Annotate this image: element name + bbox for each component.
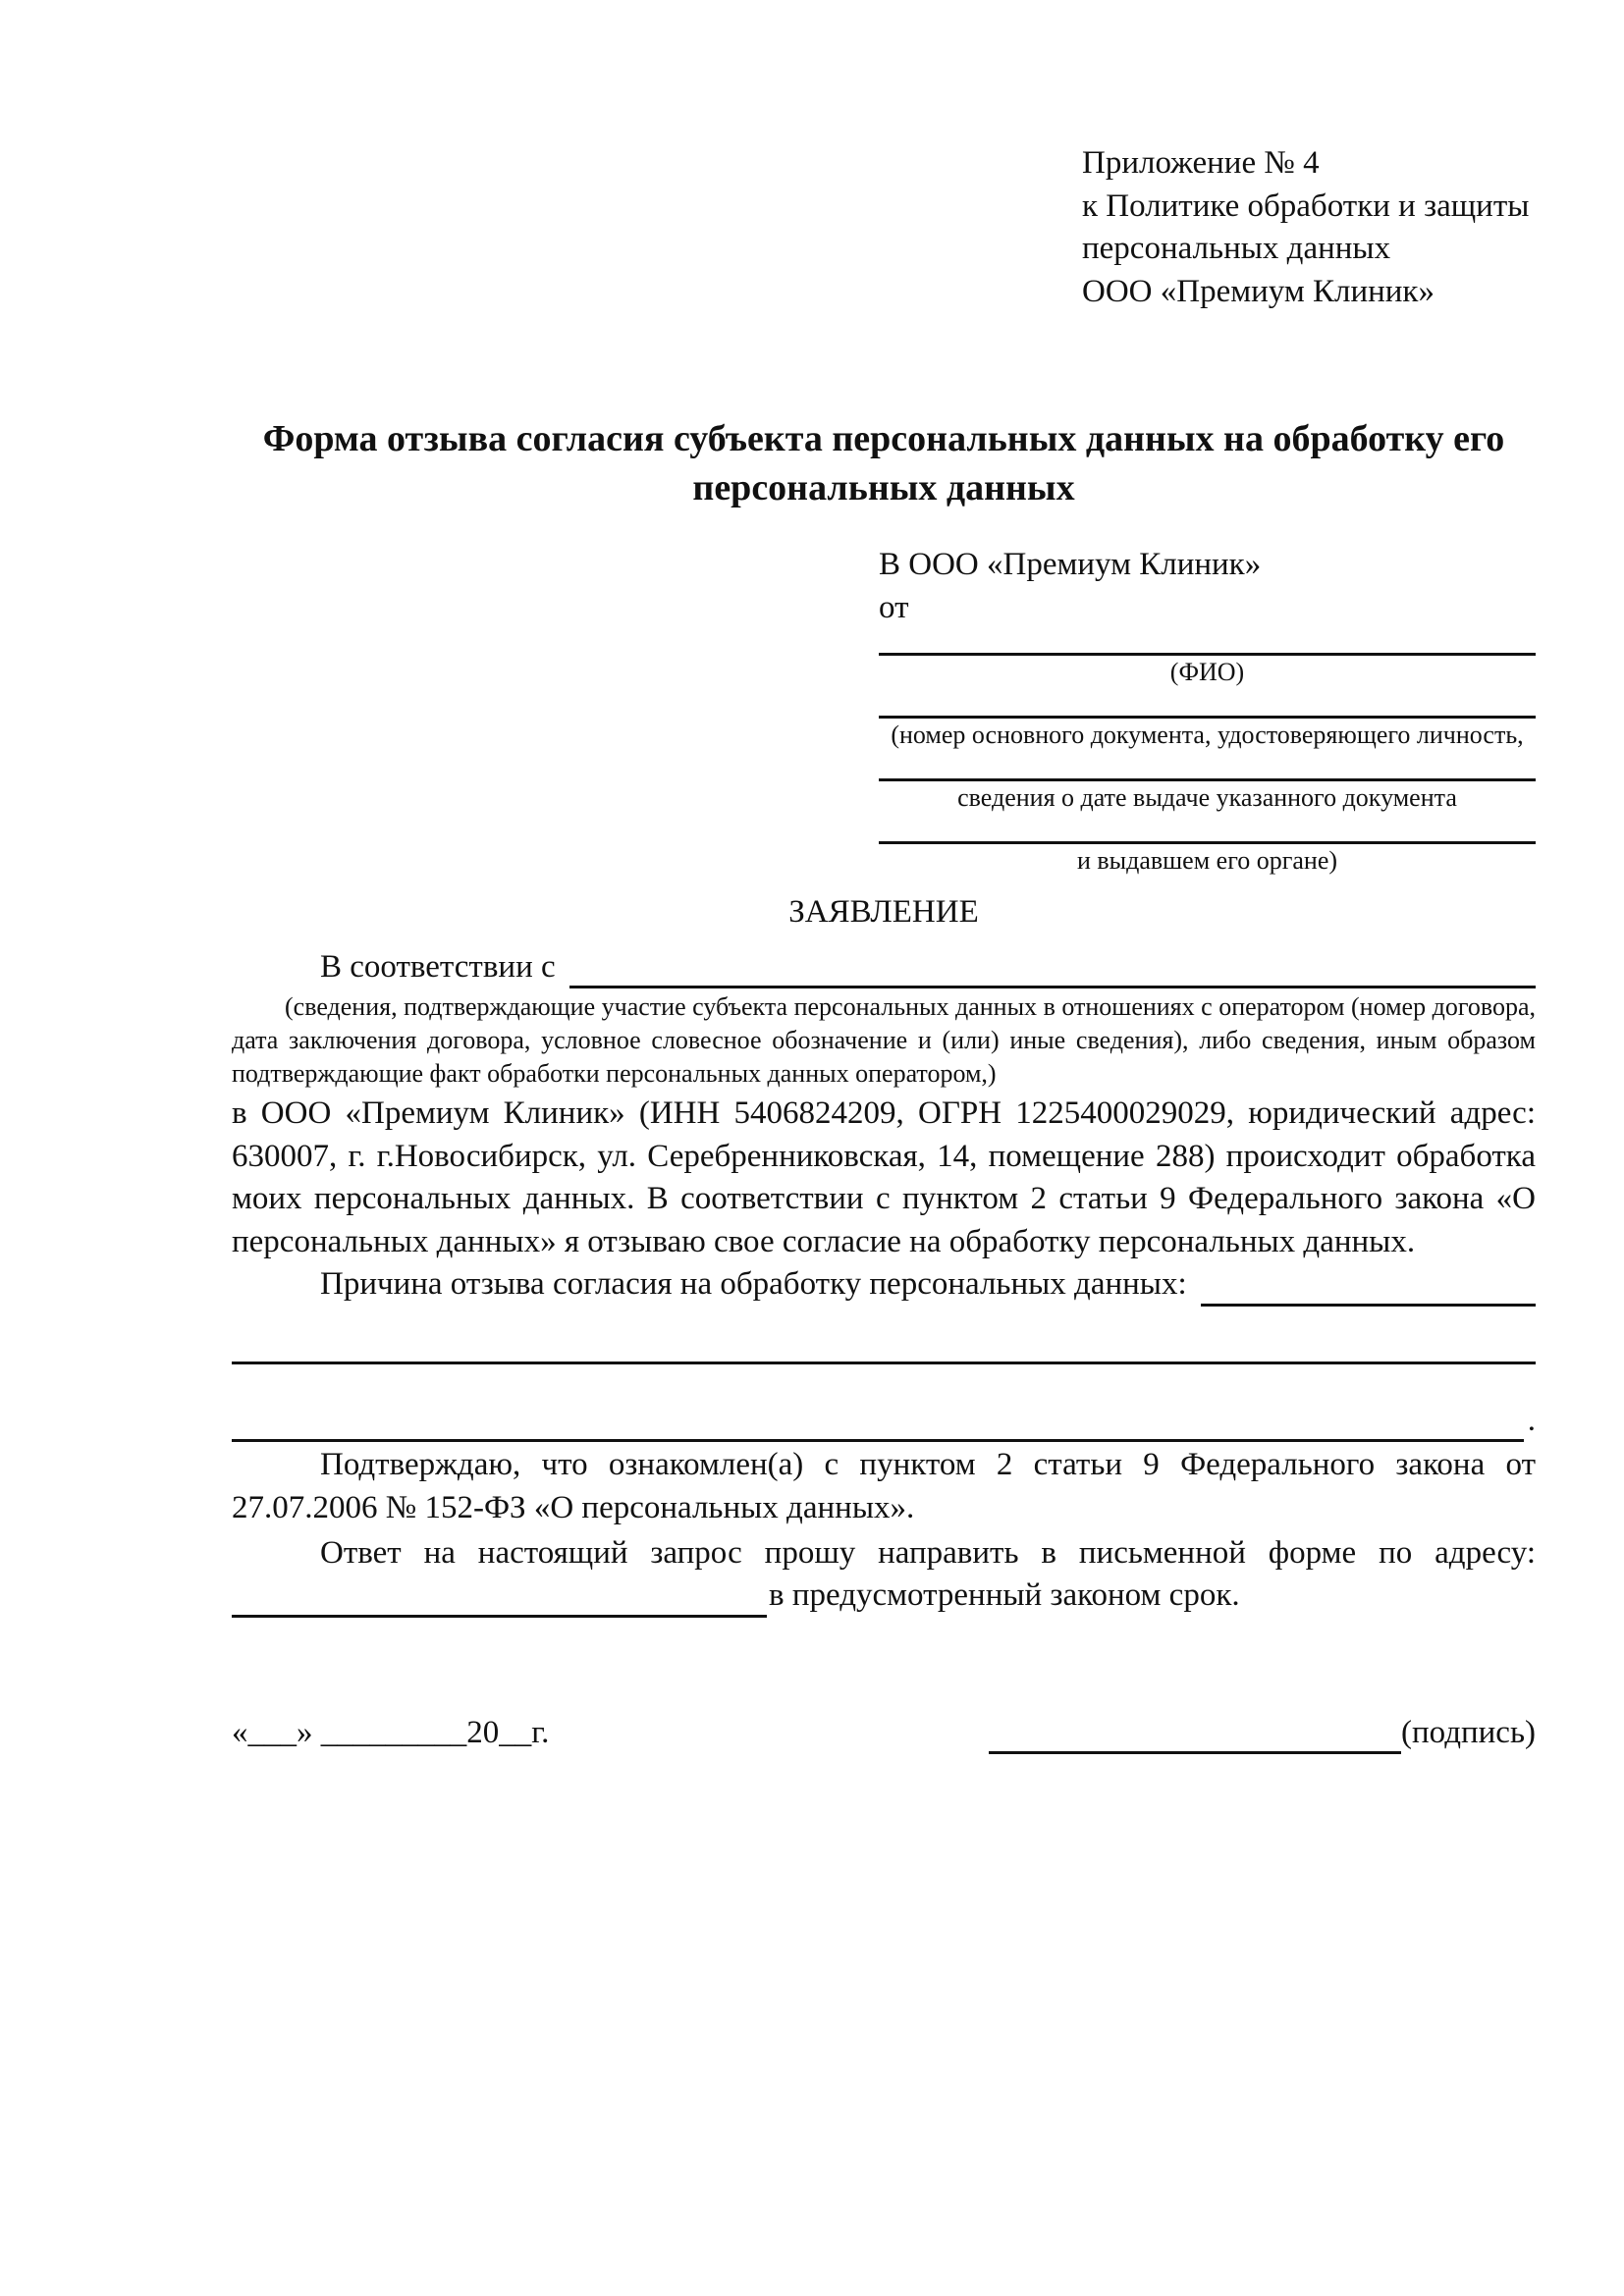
field-issue-date [879, 755, 1536, 813]
appendix-note-line: к Политике обработки и защиты [1082, 187, 1530, 224]
issuing-authority-blank-line [879, 818, 1536, 844]
basis-blank-line [569, 956, 1536, 988]
reply-suffix: в предусмотренный законом срок. [769, 1577, 1240, 1614]
issue-date-blank-line [879, 755, 1536, 781]
reply-address-row [232, 1575, 1536, 1618]
reason-extra-blank-line-2 [232, 1435, 1524, 1442]
date-line: «___» _________20__г. [232, 1714, 550, 1750]
addressee-block [879, 544, 1536, 876]
document-number-caption: (номер основного документа, удостоверяющего личность, [891, 721, 1524, 750]
addressee-from-label: от [879, 589, 909, 625]
appendix-note [1082, 142, 1536, 313]
reply-request-paragraph: Ответ на настоящий запрос прошу направить в письменной форме по адресу: [320, 1534, 1536, 1571]
intro-row [232, 946, 1536, 989]
reason-row [232, 1263, 1536, 1307]
appendix-note-line: ООО «Премиум Клиник» [1082, 273, 1435, 309]
date-signature-row [232, 1712, 1536, 1755]
reply-address-blank-line [232, 1581, 767, 1618]
signature-blank-line [989, 1722, 1401, 1754]
issue-date-caption: сведения о дате выдаче указанного документа [957, 783, 1457, 813]
document-number-blank-line [879, 692, 1536, 719]
confirmation-paragraph: Подтверждаю, что ознакомлен(а) с пунктом 2 статьи 9 Федерального закона от 27.07.2006 № 152-ФЗ «О персональных данных». [232, 1447, 1536, 1525]
statement-body-paragraph: в ООО «Премиум Клиник» (ИНН 5406824209, ОГРН 1225400029029, юридический адрес: 630007, г. г.Новосибирск, ул. Серебренниковская, 14, помещение 288) происходит обработка моих персональных данных. В соответствии с пунктом 2 статьи 9 Федерального закона «О персональных данных» я отзываю свое согласие на обработку персональных данных. [232, 1095, 1536, 1259]
issuing-authority-caption: и выдавшем его органе) [1076, 846, 1338, 876]
fio-caption: (ФИО) [1169, 658, 1245, 687]
reason-extra-blank-line-1 [232, 1362, 1536, 1364]
reason-extra-blank-line-2-row [232, 1400, 1536, 1443]
intro-prefix: В соответствии с [320, 948, 556, 985]
signature-caption: (подпись) [1401, 1714, 1536, 1750]
statement-heading: ЗАЯВЛЕНИЕ [788, 894, 979, 931]
reason-label: Причина отзыва согласия на обработку персональных данных: [320, 1266, 1187, 1303]
field-fio [879, 629, 1536, 687]
appendix-note-line: персональных данных [1082, 231, 1391, 267]
legal-note: (сведения, подтверждающие участие субъекта персональных данных в отношениях с оператором (номер договора, дата заключения договора, условное словесное обозначение и (или) иные сведения), либо сведения, иным образом подтверждающие факт обработки персональных данных оператором,) [232, 992, 1536, 1089]
fio-blank-line [879, 629, 1536, 656]
document-content [232, 142, 1536, 1754]
line-terminator: . [1527, 1402, 1536, 1438]
document-title: Форма отзыва согласия субъекта персональных данных на обработку его персональных данных [262, 418, 1505, 508]
field-document-number [879, 692, 1536, 750]
field-issuing-authority [879, 818, 1536, 876]
appendix-note-line: Приложение № 4 [1082, 145, 1320, 181]
addressee-to: В ООО «Премиум Клиник» [879, 546, 1262, 582]
reason-blank-line [1201, 1274, 1536, 1307]
signature-group [989, 1712, 1536, 1755]
